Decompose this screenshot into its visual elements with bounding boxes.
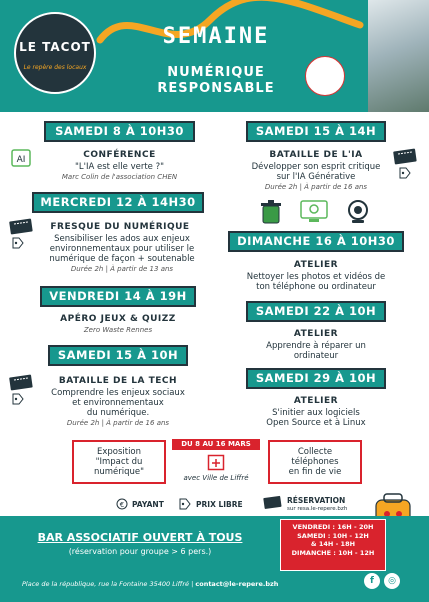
event-title-atelier-reparer: ATELIER (293, 329, 339, 339)
event-header-vendredi-14: VENDREDI 14 À 19H (40, 286, 196, 307)
event-line1-atelier-reparer: Apprendre à réparer un (266, 341, 366, 351)
event-title-conference: CONFÉRENCE (83, 150, 156, 160)
event-title-atelier-linux: ATELIER (293, 396, 339, 406)
event-title-bataille-ia: BATAILLE DE L'IA (269, 150, 363, 160)
price-tag-icon (11, 236, 25, 250)
collecte-box (268, 440, 362, 484)
collect-line3: en fin de vie (288, 467, 342, 477)
expo-line1: Exposition (96, 447, 142, 457)
exposition-box (72, 440, 166, 484)
event-title-atelier-photos: ATELIER (293, 260, 339, 270)
expo-line3: numérique" (93, 467, 145, 477)
event-line-conference: "L'IA est elle verte ?" (74, 162, 165, 172)
event-header-samedi-15-10h: SAMEDI 15 À 10H (48, 345, 188, 366)
legend-reservation-site: sur resa.le-repere.bzh (287, 506, 348, 512)
hours-samedi-2: & 14H - 18H (310, 540, 356, 548)
event-line1-fresque: Sensibiliser les ados aux enjeux (54, 234, 190, 244)
event-meta-conference: Marc Colin de l'association CHEN (61, 173, 178, 181)
building-photo (368, 0, 429, 112)
collect-line2: téléphones (291, 457, 339, 467)
contact-email[interactable]: contact@le-repere.bzh (195, 580, 279, 588)
event-header-samedi-29: SAMEDI 29 À 10H (246, 368, 386, 389)
legend-payant: PAYANT (132, 500, 164, 509)
event-meta-apero: Zero Waste Rennes (83, 326, 153, 334)
ai-chip-label: AI (16, 155, 26, 165)
address-text: Place de la république, rue la Fontaine 35400 Liffré | (22, 580, 194, 588)
legend-prix-libre: PRIX LIBRE (196, 500, 243, 509)
event-meta-fresque: Durée 2h | À partir de 13 ans (70, 265, 174, 273)
ticket-icon (262, 495, 284, 511)
hours-samedi: SAMEDI : 10H - 12H (297, 531, 369, 540)
title-numerique: NUMÉRIQUE (167, 65, 265, 80)
hours-dimanche: DIMANCHE : 10H - 12H (291, 548, 375, 557)
price-tag-icon (178, 497, 192, 511)
bar-subtitle: (réservation pour groupe > 6 pers.) (68, 547, 212, 556)
price-tag-icon (398, 166, 412, 180)
event-line2-atelier-reparer: ordinateur (293, 351, 339, 361)
event-line2-atelier-linux: Open Source et à Linux (266, 418, 366, 428)
bar-title: BAR ASSOCIATIF OUVERT À TOUS (37, 531, 243, 544)
expo-dates-badge: DU 8 AU 16 MARS (172, 439, 260, 450)
title-semaine: SEMAINE (162, 24, 270, 49)
footer-address (22, 580, 352, 588)
euro-coin-icon (116, 498, 128, 510)
opening-hours-box (280, 519, 386, 571)
expo-line2: "Impact du (95, 457, 143, 467)
calendar-plus-icon (207, 453, 225, 471)
le-tacot-logo (14, 12, 96, 94)
event-title-bataille-tech: BATAILLE DE LA TECH (58, 376, 178, 386)
event-line3-fresque: numérique de façon + soutenable (49, 254, 195, 264)
event-meta-bataille-ia: Durée 2h | À partir de 16 ans (264, 183, 368, 191)
event-line1-atelier-photos: Nettoyer les photos et vidéos de (246, 272, 386, 282)
event-header-samedi-8: SAMEDI 8 À 10H30 (44, 121, 195, 142)
event-line2-atelier-photos: ton téléphone ou ordinateur (256, 282, 376, 292)
event-line2-bataille-tech: et environnementaux (72, 398, 164, 408)
logo-name: LE TACOT (19, 40, 91, 54)
partner-badge (305, 56, 345, 96)
trash-bin-icon (258, 199, 284, 225)
event-title-apero: APÉRO JEUX & QUIZZ (60, 314, 176, 324)
svg-text:€: € (119, 501, 125, 509)
instagram-icon[interactable]: ◎ (384, 573, 400, 589)
expo-partner: avec Ville de Liffré (183, 474, 249, 482)
event-line2-bataille-ia: sur l'IA Générative (276, 172, 356, 182)
logo-tagline: Le repère des locaux (23, 64, 87, 71)
event-line3-bataille-tech: du numérique. (86, 408, 150, 418)
collect-line1: Collecte (297, 447, 333, 457)
event-header-samedi-15-14h: SAMEDI 15 À 14H (246, 121, 386, 142)
event-header-mercredi-12: MERCREDI 12 À 14H30 (32, 192, 204, 213)
event-line1-bataille-ia: Développer son esprit critique (251, 162, 381, 172)
event-title-fresque: FRESQUE DU NUMÉRIQUE (50, 222, 190, 232)
facebook-icon[interactable]: f (364, 573, 380, 589)
legend-reservation: RÉSERVATION (287, 496, 346, 505)
price-tag-icon (11, 392, 25, 406)
event-header-samedi-22: SAMEDI 22 À 10H (246, 301, 386, 322)
title-subtitle (140, 65, 292, 97)
event-line1-atelier-linux: S'initier aux logiciels (272, 408, 360, 418)
ticket-icon (8, 218, 36, 236)
ticket-icon (8, 374, 36, 392)
event-line1-bataille-tech: Comprendre les enjeux sociaux (51, 388, 185, 398)
title-responsable: RESPONSABLE (157, 81, 275, 96)
computer-settings-icon (299, 199, 329, 225)
event-meta-bataille-tech: Durée 2h | À partir de 16 ans (66, 419, 170, 427)
ai-chip-icon (8, 147, 34, 169)
event-header-dimanche-16: DIMANCHE 16 À 10H30 (228, 231, 404, 252)
webcam-icon (345, 199, 371, 225)
event-line2-fresque: environnementaux pour utiliser le (49, 244, 195, 254)
hours-vendredi: VENDREDI : 16H - 20H (292, 523, 374, 531)
